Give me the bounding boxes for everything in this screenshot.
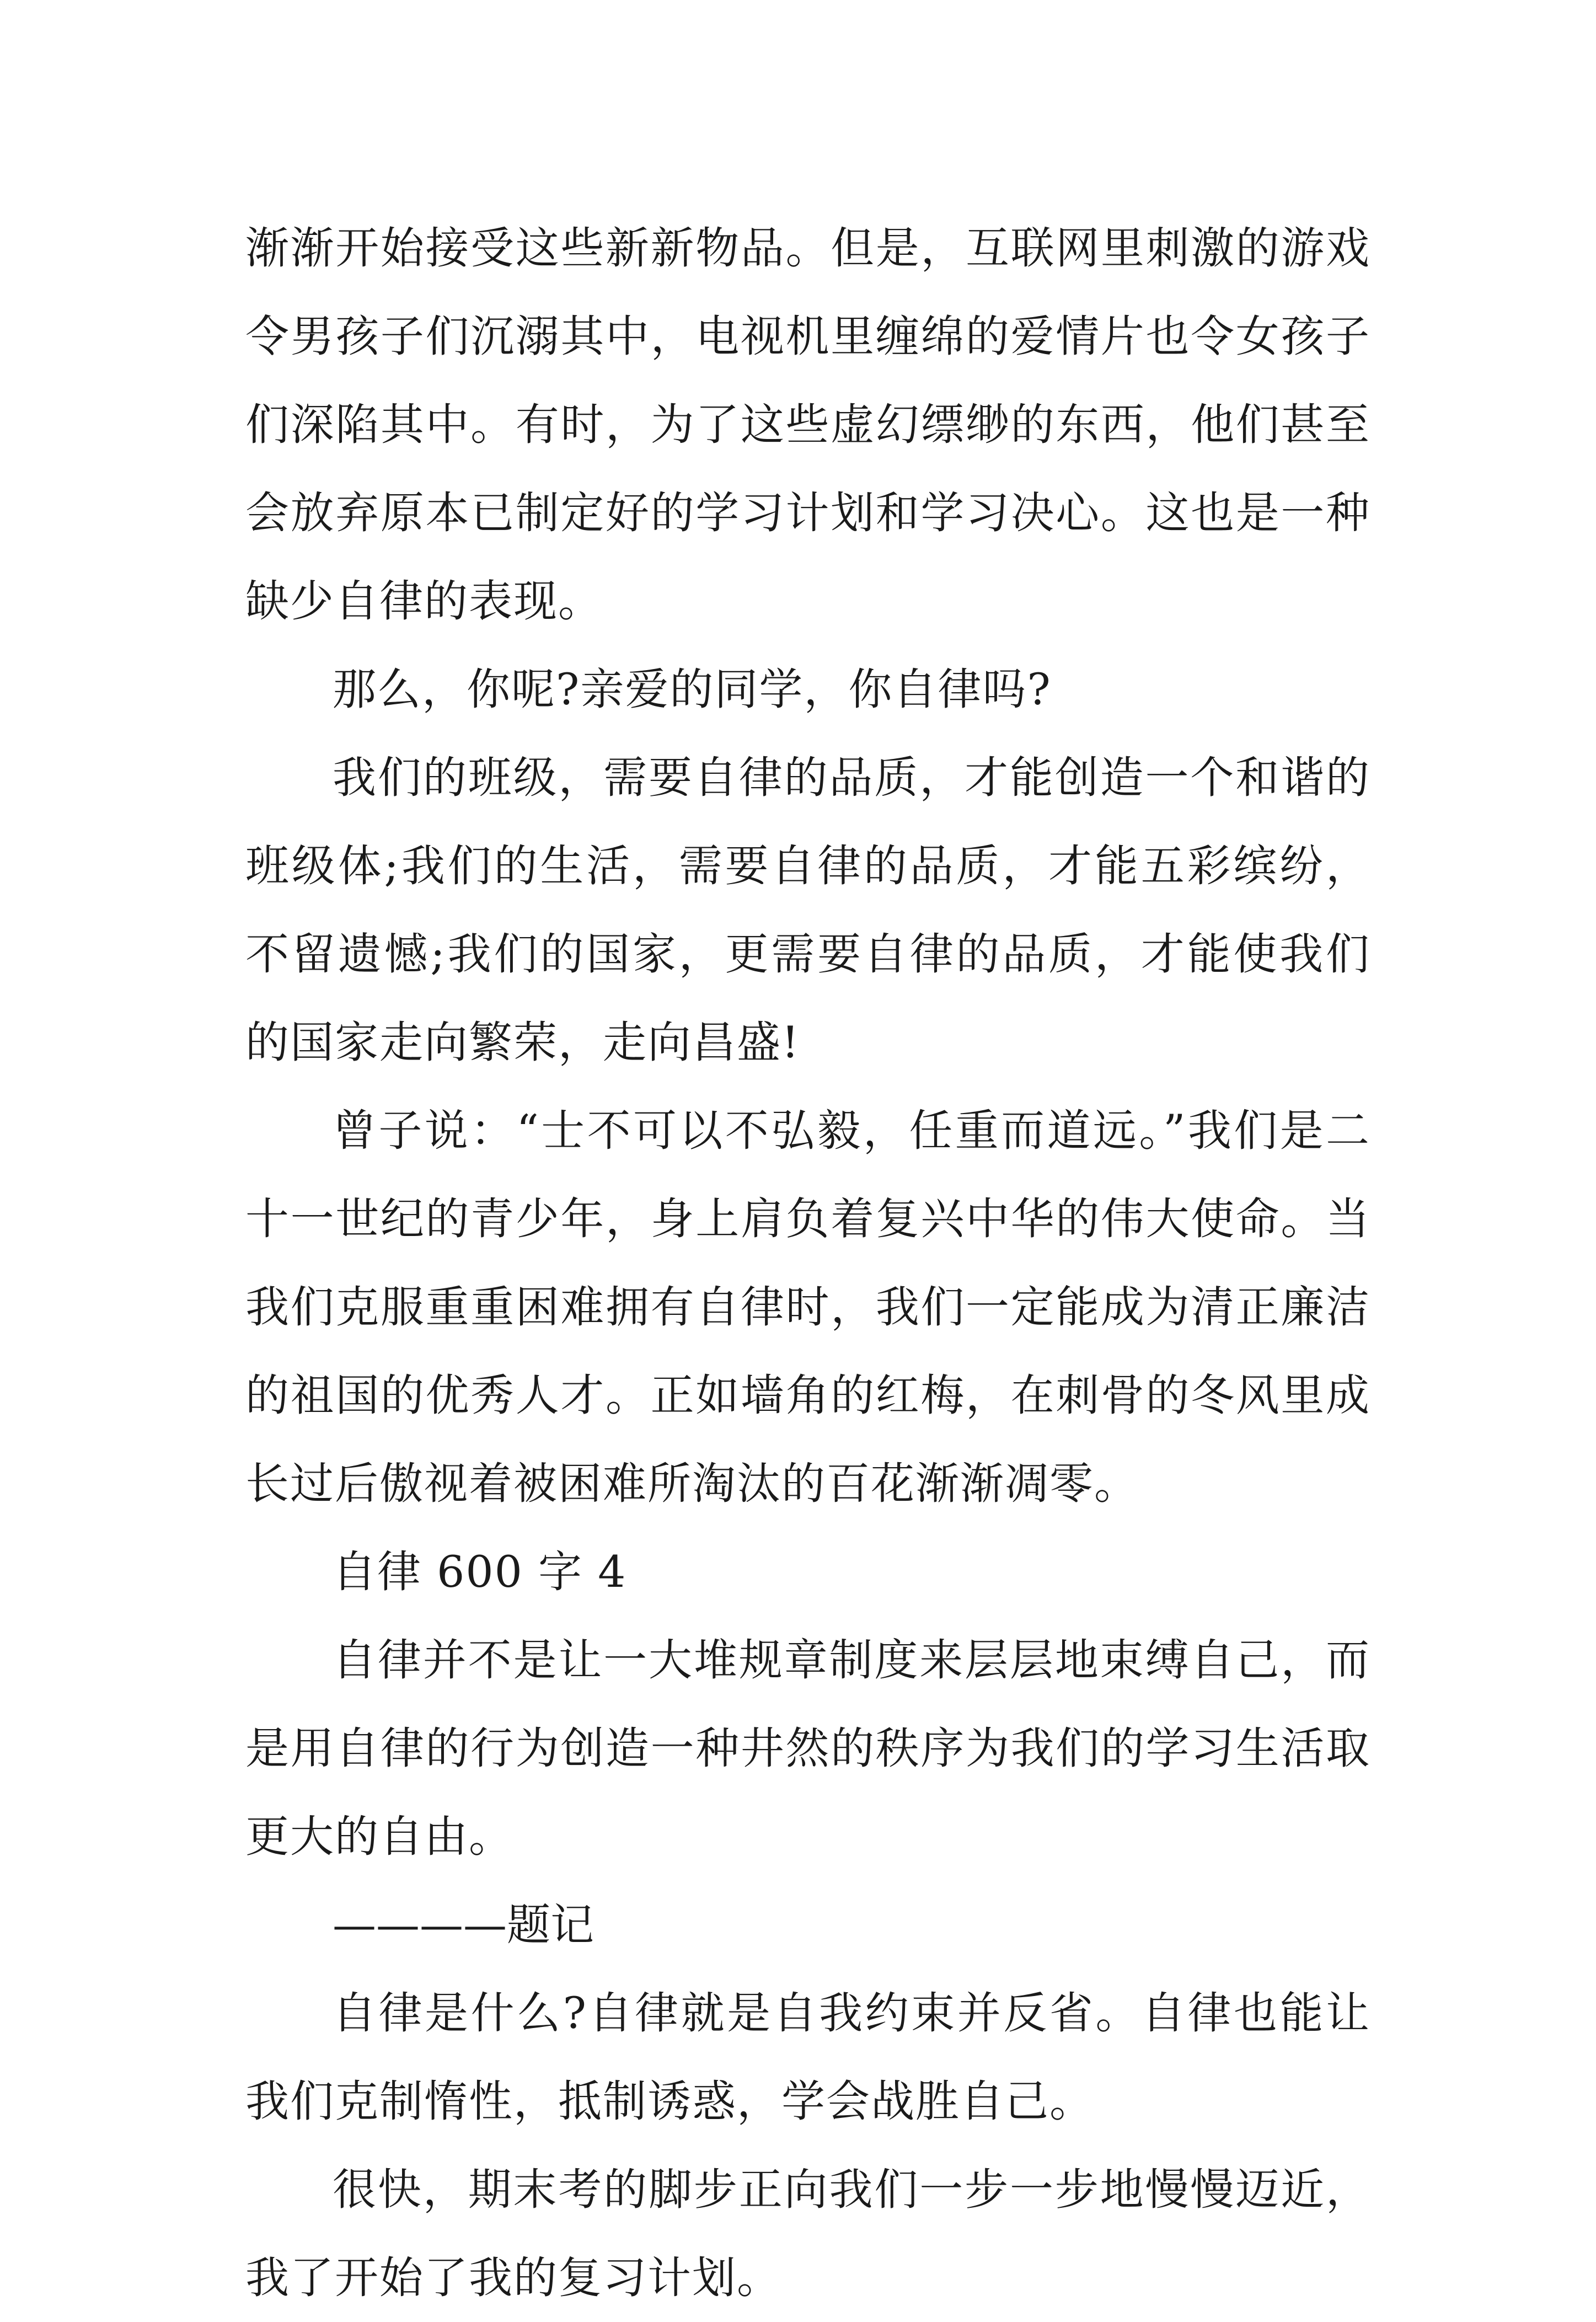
section-heading: 自律 600 字 4 bbox=[333, 1547, 627, 1597]
paragraph-zengzi-quote: 曾子说：“士不可以不弘毅，任重而道远。”我们是二十一世纪的青少年，身上肩负着复兴中华的伟大使命。当我们克服重重困难拥有自律时，我们一定能成为清正廉洁的祖国的优秀人才。正如墙角的红梅，在刺骨的冬风里成长过后傲视着被困难所淘汰的百花渐渐凋零。 bbox=[245, 1105, 1370, 1509]
body-text bbox=[245, 204, 1370, 2322]
paragraph-question: 那么，你呢?亲爱的同学，你自律吗? bbox=[333, 664, 1052, 715]
paragraph-need-self-discipline: 我们的班级，需要自律的品质，才能创造一个和谐的班级体;我们的生活，需要自律的品质，才能五彩缤纷，不留遗憾;我们的国家，更需要自律的品质，才能使我们的国家走向繁荣，走向昌盛! bbox=[245, 752, 1370, 1068]
paragraph-exam-review: 很快，期末考的脚步正向我们一步一步地慢慢迈近，我了开始了我的复习计划。 bbox=[245, 2164, 1370, 2303]
paragraph-epigraph: 自律并不是让一大堆规章制度来层层地束缚自己，而是用自律的行为创造一种井然的秩序为我们的学习生活取更大的自由。 bbox=[245, 1635, 1370, 1862]
paragraph-what-is-self-discipline: 自律是什么?自律就是自我约束并反省。自律也能让我们克制惰性，抵制诱惑，学会战胜自己。 bbox=[245, 1988, 1370, 2127]
paragraph-continued: 渐渐开始接受这些新新物品。但是，互联网里刺激的游戏令男孩子们沉溺其中，电视机里缠绵的爱情片也令女孩子们深陷其中。有时，为了这些虚幻缥缈的东西，他们甚至会放弃原本已制定好的学习计划和学习决心。这也是一种缺少自律的表现。 bbox=[245, 223, 1370, 627]
epigraph-attribution: ————题记 bbox=[333, 1900, 594, 1950]
